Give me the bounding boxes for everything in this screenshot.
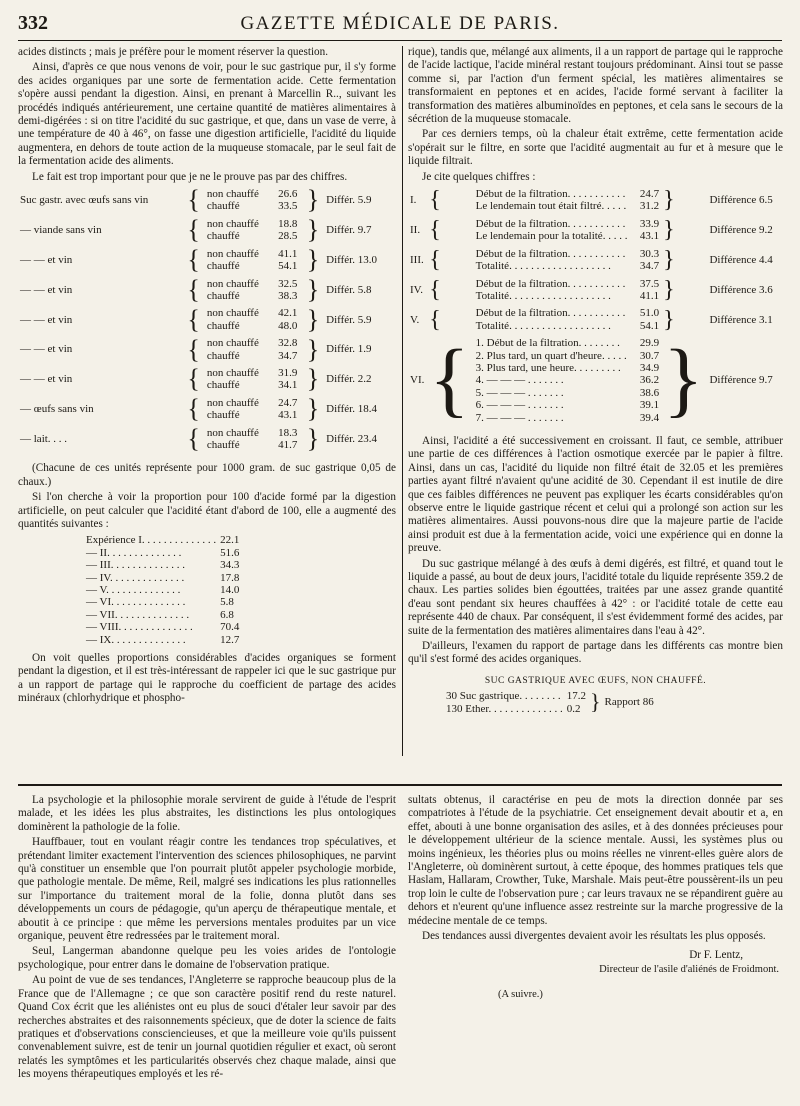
- condition-label: chauffé: [206, 409, 240, 422]
- value: 17.2: [566, 690, 586, 703]
- table-row: [18, 248, 394, 260]
- row-label: Début de la filtration. . . . . . . . . . .: [475, 247, 626, 260]
- table-row: [84, 596, 241, 608]
- table-row: [444, 690, 656, 702]
- row-label: Début de la filtration. . . . . . . . . . .: [475, 217, 626, 230]
- difference: Différ. 5.9: [326, 194, 372, 207]
- page-number: 332: [18, 12, 48, 34]
- value: 29.9: [639, 337, 660, 350]
- table-row: [84, 609, 241, 621]
- paragraph: La psychologie et la philosophie morale servirent de guide à l'étude de l'esprit malade, et les idées les plus abstraites, les distinctions les plus ontologiques dominèrent la pathologie de la folie.: [18, 794, 396, 833]
- experience-label: — IX. . . . . . . . . . . . . .: [86, 633, 186, 646]
- value: 30.3: [639, 247, 660, 260]
- row-gap: [18, 451, 394, 456]
- difference: Différence 3.1: [709, 313, 773, 326]
- experience-label: — VII. . . . . . . . . . . . . .: [86, 608, 190, 621]
- difference: Différ. 18.4: [326, 402, 377, 415]
- spacer: [408, 424, 427, 429]
- condition-label: non chauffé: [206, 188, 259, 201]
- table-row: [84, 634, 241, 646]
- condition-label: chauffé: [206, 260, 240, 273]
- row-label: — — et vin: [20, 253, 73, 266]
- spacer: [18, 451, 186, 456]
- paragraph: Au point de vue de ses tendances, l'Angleterre se rapproche beaucoup plus de la France que de l'Allemagne ; ce que son caractère positif rend du reste naturel. Quand Cox écrit que les aliénistes ont eu plus de souci d'étaler leur savoir par des recherches abstraites et des raisonnements spécieux, que de doter la science de faits pratiques et d'observations consciencieuses, et que la meilleure voie qu'ils puissent convenablement suivre, est de tenir un journal quotidien régulier et exact, où seront relatés les symptômes et les particularités observés chez chaque malade, ainsi que les moyens thérapeutiques employés et les ré-: [18, 974, 396, 1081]
- value: 43.1: [278, 409, 298, 422]
- paragraph: rique), tandis que, mélangé aux aliments, il a un rapport de partage qui le rapproche de l'acide lactique, l'acide minéral restant toujours prédominant. Ainsi tout se passe comme si, par l'action d'un ferment spécial, les matières alimentaires se transformaient en peptones et en acides, l'acide formé servant à faciliter la transformation des matières albuminoïdes en peptones, et cela sans le secours de la sécrétion de la muqueuse stomacale.: [408, 46, 783, 126]
- table-row: [84, 559, 241, 571]
- paragraph: acides distincts ; mais je préfère pour le moment réserver la question.: [18, 46, 329, 58]
- row-label: — œufs sans vin: [20, 402, 94, 415]
- brace: {: [187, 215, 200, 245]
- brace: }: [306, 185, 320, 215]
- value: 33.9: [639, 217, 660, 230]
- value: 48.0: [278, 319, 298, 332]
- difference: Différ. 1.9: [326, 343, 372, 356]
- row-label: — — et vin: [20, 313, 73, 326]
- value: 0.2: [566, 702, 581, 715]
- bottom-left-column: [18, 794, 396, 1084]
- value: 24.7: [639, 188, 660, 201]
- table-row: [84, 584, 241, 596]
- table-row: [84, 534, 241, 546]
- value: 17.8: [220, 571, 240, 584]
- brace: }: [306, 364, 320, 394]
- brace: {: [187, 274, 200, 304]
- bottom-right-column: [408, 794, 783, 1002]
- paragraph: (Chacune de ces unités représente pour 1000 gram. de suc gastrique 0,05 de chaux.): [18, 462, 396, 488]
- value: 31.9: [278, 366, 298, 379]
- condition-label: non chauffé: [206, 337, 259, 350]
- difference: Différence 9.2: [709, 224, 773, 237]
- row-label: 4. — — — . . . . . . .: [475, 374, 564, 387]
- difference: Différence 4.4: [709, 253, 773, 266]
- left-column: [18, 46, 396, 708]
- brace: }: [306, 245, 320, 275]
- row-label: Le lendemain tout était filtré. . . . .: [475, 200, 627, 213]
- acidity-table: [18, 185, 394, 456]
- brace: {: [429, 217, 441, 244]
- value: 34.7: [639, 260, 660, 273]
- condition-label: chauffé: [206, 289, 240, 302]
- brace: {: [187, 304, 200, 334]
- value: 34.9: [639, 361, 660, 374]
- row-label: Début de la filtration. . . . . . . . . . .: [475, 277, 626, 290]
- table-row: [408, 248, 778, 260]
- value: 32.5: [278, 277, 298, 290]
- value: 34.7: [278, 349, 298, 362]
- difference: Différ. 5.9: [326, 313, 372, 326]
- experience-label: — VI. . . . . . . . . . . . . .: [86, 596, 186, 609]
- condition-label: non chauffé: [206, 307, 259, 320]
- difference: Différ. 2.2: [326, 373, 372, 386]
- brace: {: [429, 333, 470, 427]
- value: 12.7: [220, 633, 240, 646]
- condition-label: chauffé: [206, 438, 240, 451]
- value: 41.7: [278, 438, 298, 451]
- value: 31.2: [639, 200, 660, 213]
- row-label: — — et vin: [20, 343, 73, 356]
- table-row: [84, 572, 241, 584]
- value: 43.1: [639, 230, 660, 243]
- brace: }: [663, 217, 675, 244]
- group-number: V.: [410, 313, 420, 326]
- value: 42.1: [278, 307, 298, 320]
- row-label: 1. Début de la filtration. . . . . . . .: [475, 337, 620, 350]
- brace: }: [663, 187, 675, 214]
- column-divider: [402, 46, 403, 756]
- brace: }: [306, 304, 320, 334]
- brace: {: [187, 334, 200, 364]
- table-row: [408, 278, 778, 290]
- brace: {: [187, 185, 200, 215]
- brace: }: [663, 333, 704, 427]
- group-number: III.: [410, 253, 424, 266]
- experience-label: Expérience I. . . . . . . . . . . . . .: [86, 534, 217, 547]
- table-row: [84, 621, 241, 633]
- paragraph: Hauffbauer, tout en voulant réagir contre les tendances trop spéculatives, et prétendant limiter exactement l'intervention des sciences philosophiques, ne parvint qu'à constituer un ensemble que l'on pourrait plutôt appeler psychologie morbide, que pathologie mentale. De même, Reil, malgré ses indications les plus rationnelles sur l'importance du traitement moral de la folie, donna plutôt dans ses développements un cours de pédagogie, qu'un aperçu de thérapeutique mentale, et aboutit à ce principe : que même les perversions mentales produites par un vice organique, peuvent être redressées par le traitement moral.: [18, 836, 396, 943]
- right-column: [408, 46, 783, 719]
- row-label: 5. — — — . . . . . . .: [475, 386, 564, 399]
- experience-label: — III. . . . . . . . . . . . . .: [86, 559, 185, 572]
- brace: }: [306, 423, 320, 453]
- value: 51.6: [220, 546, 240, 559]
- experience-label: — VIII. . . . . . . . . . . . . .: [86, 621, 193, 634]
- difference: Différence 3.6: [709, 283, 773, 296]
- brace: }: [663, 306, 675, 333]
- row-label: Suc gastr. avec œufs sans vin: [20, 194, 149, 207]
- journal-title: GAZETTE MÉDICALE DE PARIS.: [240, 13, 560, 34]
- condition-label: non chauffé: [206, 247, 259, 260]
- value: 37.5: [639, 277, 660, 290]
- group-number: I.: [410, 194, 417, 207]
- value: 26.6: [278, 188, 298, 201]
- filtration-table: [408, 188, 778, 429]
- brace: {: [429, 246, 441, 273]
- brace: }: [306, 334, 320, 364]
- paragraph: Du suc gastrique mélangé à des œufs à demi digérés, est filtré, et quand tout le liquide a passé, au bout de deux jours, l'acidité totale du liquide représente 359.2 de chaux. Les parties solides bien égouttées, traitées par une assez grande quantité d'eau sont pendant six heures chauffées à 42° : or l'acidité totale de cette eau représente 440 de chaux. Par conséquent, il s'est évidemment formé des acides, par suite de la fermentation des matières alimentaires dans l'eau à 42°.: [408, 557, 783, 637]
- table-row: [408, 218, 778, 230]
- author-signature: Dr F. Lentz,: [689, 949, 743, 962]
- row-label: Totalité. . . . . . . . . . . . . . . . . . .: [475, 289, 611, 302]
- section-divider: [18, 784, 782, 786]
- table-row: [408, 188, 778, 200]
- brace: }: [306, 215, 320, 245]
- brace: {: [187, 364, 200, 394]
- value: 5.8: [220, 596, 234, 609]
- group-number: IV.: [410, 283, 423, 296]
- experience-table: [84, 534, 241, 646]
- paragraph: sultats obtenus, il caractérise en peu de mots la direction donnée par ses compatriotes à l'étude de la psychiatrie. Cet enseignement devait aboutir et a, en effet, abouti à une bonne organisation des asiles, et à des données précieuses pour le développement ultérieur de la science mentale. Aussi, les systèmes plus ou moins ingénieux, les théories plus ou moins réelles ne vinrent-elles guère alors de l'Angleterre, où dominèrent surtout, à cette époque, des hommes pratiques tels que Haslam, Hallaram, Crowther, Tuke, Marshale. Mais peut-être poussèrent-ils un peu trop loin le culte de l'observation pure ; car leurs travaux ne se répandirent guère au dehors et n'eurent qu'une influence assez restreinte sur la marche progressive de la médecine mentale de ce temps.: [408, 794, 783, 927]
- row-label: Début de la filtration. . . . . . . . . . .: [475, 188, 626, 201]
- row-label: Totalité. . . . . . . . . . . . . . . . . . .: [475, 319, 611, 332]
- value: 18.8: [278, 217, 298, 230]
- row-label: — viande sans vin: [20, 224, 102, 237]
- value: 34.3: [220, 559, 240, 572]
- table-row: [18, 427, 394, 439]
- partage-table: [444, 690, 656, 715]
- row-label: Totalité. . . . . . . . . . . . . . . . . . .: [475, 260, 611, 273]
- value: 38.3: [278, 289, 298, 302]
- difference: Différ. 23.4: [326, 432, 377, 445]
- value: 36.2: [639, 374, 660, 387]
- row-label: — lait. . . .: [20, 432, 68, 445]
- paragraph: Ainsi, l'acidité a été successivement en croissant. Il faut, ce semble, attribuer une partie de ces différences à l'action osmotique exercée par le papier à filtre. Ainsi, dans un cas, l'acidité du liquide non filtré était de 32.05 et les premières parties ayant filtré n'avaient qu'une acidité de 30. Cependant il est inutile de dire que ces faibles différences ne peuvent pas expliquer les écarts considérables qu'on observe entre le liquide gastrique récent et celui qui a prolongé son action sur les matières alimentaires. Aussi pouvons-nous dire que la majeure partie de l'acide ainsi produit est due à la fermentation acide, voici une expérience qui en donne la preuve.: [408, 434, 783, 555]
- row-label: 6. — — — . . . . . . .: [475, 399, 564, 412]
- table-caption: SUC GASTRIQUE AVEC ŒUFS, NON CHAUFFÉ.: [484, 675, 707, 686]
- value: 28.5: [278, 230, 298, 243]
- condition-label: chauffé: [206, 230, 240, 243]
- experience-label: — IV. . . . . . . . . . . . . .: [86, 571, 185, 584]
- paragraph: Le fait est trop important pour que je ne le prouve pas par des chiffres.: [32, 170, 348, 183]
- condition-label: non chauffé: [206, 426, 259, 439]
- group-number: II.: [410, 224, 421, 237]
- brace: {: [429, 276, 441, 303]
- table-row: [18, 337, 394, 349]
- paragraph: On voit quelles proportions considérables d'acides organiques se forment pendant la digestion, et il est très-intéressant de rappeler ici que le suc gastrique pur a un rapport de partage qui le rapproche du coefficient de partage des acides minéraux (chlorhydrique et phospho-: [18, 652, 396, 705]
- table-row: [18, 188, 394, 200]
- paragraph: Par ces derniers temps, où la chaleur était extrême, cette fermentation acide s'opérait sur le filtre, en sorte que l'acidité augmentait au fur et à mesure que le liquide filtrait.: [408, 128, 783, 168]
- brace: {: [187, 394, 200, 424]
- value: 14.0: [220, 584, 240, 597]
- row-label: 3. Plus tard, une heure. . . . . . . . .: [475, 361, 621, 374]
- value: 32.8: [278, 337, 298, 350]
- difference: Différ. 5.8: [326, 283, 372, 296]
- row-label: 2. Plus tard, un quart d'heure. . . . .: [475, 349, 627, 362]
- table-row: [18, 278, 394, 290]
- difference: Différence 6.5: [709, 194, 773, 207]
- condition-label: non chauffé: [206, 217, 259, 230]
- experience-label: — V. . . . . . . . . . . . . .: [86, 584, 181, 597]
- value: 30.7: [639, 349, 660, 362]
- value: 54.1: [278, 260, 298, 273]
- brace: {: [187, 245, 200, 275]
- table-row: [408, 307, 778, 319]
- table-row: [18, 367, 394, 379]
- paragraph: Seul, Langerman abandonne quelque peu les voies arides de l'ontologie psychologique, pour entrer dans le domaine de l'observation pratique.: [18, 945, 396, 971]
- paragraph: D'ailleurs, l'examen du rapport de partage dans les différents cas montre bien qu'il s'est formé des acides organiques.: [408, 640, 783, 666]
- paragraph: Ainsi, d'après ce que nous venons de voir, pour le suc gastrique pur, il s'y forme des acides organiques par une sorte de fermentation acide. Cette fermentation s'opère aussi pendant la digestion. Ainsi, en prenant à Marcellin R.., suivant les procédés indiqués antérieurement, une certaine quantité de matières alimentaires à demi-digérées : si on titre l'acidité du suc gastrique, et que, dans un vase de verre, à une température de 40 à 46°, on fasse une digestion artificielle, l'acidité du liquide augmentera, en dehors de toute action de la muqueuse stomacale, par le seul fait de la fermentation acide des aliments.: [18, 61, 396, 168]
- brace: {: [187, 423, 200, 453]
- table-row: [18, 218, 394, 230]
- value: 39.1: [639, 399, 660, 412]
- paragraph: Des tendances aussi divergentes devaient avoir les résultats les plus opposés.: [422, 930, 766, 943]
- value: 34.1: [278, 379, 298, 392]
- value: 51.0: [639, 307, 660, 320]
- row-label: — — et vin: [20, 283, 73, 296]
- row-label: 30 Suc gastrique. . . . . . . .: [446, 690, 561, 703]
- value: 54.1: [639, 319, 660, 332]
- table-row: [408, 337, 778, 349]
- continued-note: (A suivre.): [498, 989, 543, 1001]
- table-row: [18, 307, 394, 319]
- condition-label: non chauffé: [206, 366, 259, 379]
- paragraph: Si l'on cherche à voir la proportion pour 100 d'acide formé par la digestion artificielle, on peut calculer que l'acidité étant d'abord de 100, elle a augmenté des quantités suivantes :: [18, 491, 396, 530]
- group-number: VI.: [410, 374, 425, 387]
- difference: Différ. 9.7: [326, 224, 372, 237]
- brace: }: [663, 246, 675, 273]
- row-label: 7. — — — . . . . . . .: [475, 411, 564, 424]
- condition-label: non chauffé: [206, 396, 259, 409]
- table-row: [18, 397, 394, 409]
- ratio: Rapport 86: [604, 696, 654, 709]
- row-label: Le lendemain pour la totalité. . . . .: [475, 230, 628, 243]
- value: 33.5: [278, 200, 298, 213]
- condition-label: chauffé: [206, 200, 240, 213]
- condition-label: chauffé: [206, 349, 240, 362]
- brace: {: [429, 306, 441, 333]
- brace: }: [663, 276, 675, 303]
- difference: Différence 9.7: [709, 374, 773, 387]
- brace: }: [306, 274, 320, 304]
- condition-label: chauffé: [206, 319, 240, 332]
- value: 39.4: [639, 411, 660, 424]
- value: 70.4: [220, 621, 240, 634]
- author-title: Directeur de l'asile d'aliénés de Froidmont.: [599, 963, 779, 975]
- brace: {: [429, 187, 441, 214]
- value: 41.1: [639, 289, 660, 302]
- value: 24.7: [278, 396, 298, 409]
- value: 22.1: [220, 534, 240, 547]
- row-label: 130 Ether. . . . . . . . . . . . . .: [446, 702, 563, 715]
- page-header: [18, 8, 782, 41]
- experience-label: — II. . . . . . . . . . . . . .: [86, 546, 182, 559]
- condition-label: chauffé: [206, 379, 240, 392]
- row-label: Début de la filtration. . . . . . . . . . .: [475, 307, 626, 320]
- brace: }: [306, 394, 320, 424]
- row-label: — — et vin: [20, 373, 73, 386]
- value: 41.1: [278, 247, 298, 260]
- value: 38.6: [639, 386, 660, 399]
- paragraph: Je cite quelques chiffres :: [422, 170, 536, 183]
- difference: Différ. 13.0: [326, 253, 377, 266]
- value: 18.3: [278, 426, 298, 439]
- value: 6.8: [220, 608, 234, 621]
- brace: }: [589, 689, 601, 715]
- condition-label: non chauffé: [206, 277, 259, 290]
- table-row: [84, 547, 241, 559]
